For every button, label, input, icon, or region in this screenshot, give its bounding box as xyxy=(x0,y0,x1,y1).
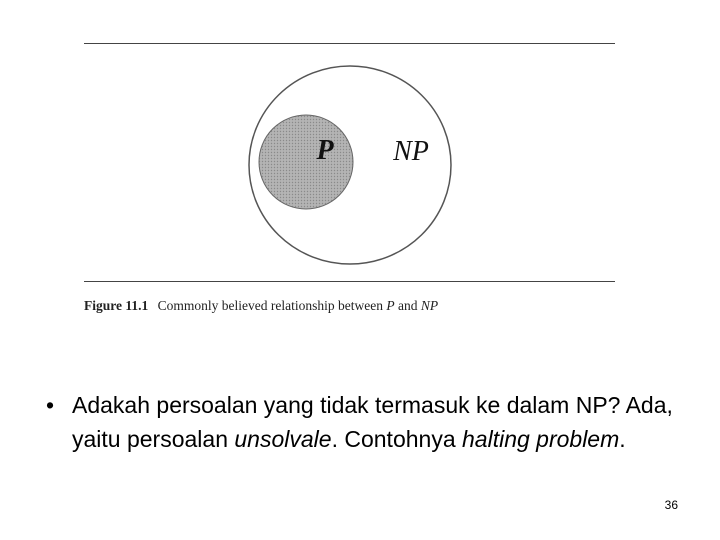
bullet-text-part3: . xyxy=(619,426,626,452)
bullet-term-unsolvale: unsolvale xyxy=(234,426,332,452)
figure-number: Figure 11.1 xyxy=(84,298,149,313)
np-label: NP xyxy=(393,136,429,167)
caption-text: Commonly believed relationship between xyxy=(157,298,383,313)
p-label: P xyxy=(316,135,334,166)
figure-top-rule xyxy=(84,43,615,44)
bullet-marker: • xyxy=(46,392,55,418)
figure-bottom-rule xyxy=(84,281,615,282)
slide-number: 36 xyxy=(664,498,678,512)
complexity-classes-diagram xyxy=(240,58,460,270)
caption-p: P xyxy=(386,298,395,313)
caption-and: and xyxy=(397,298,418,313)
bullet-point xyxy=(46,388,696,456)
bullet-text-part2: . Contohnya xyxy=(331,426,462,452)
bullet-term-halting-problem: halting problem xyxy=(462,426,620,452)
caption-np: NP xyxy=(420,298,439,313)
bullet-text-part1: Adakah persoalan yang tidak termasuk ke dalam NP? Ada, yaitu persoalan xyxy=(72,392,673,452)
p-circle xyxy=(259,115,353,209)
bullet-body xyxy=(72,388,696,456)
figure-caption xyxy=(84,298,438,314)
